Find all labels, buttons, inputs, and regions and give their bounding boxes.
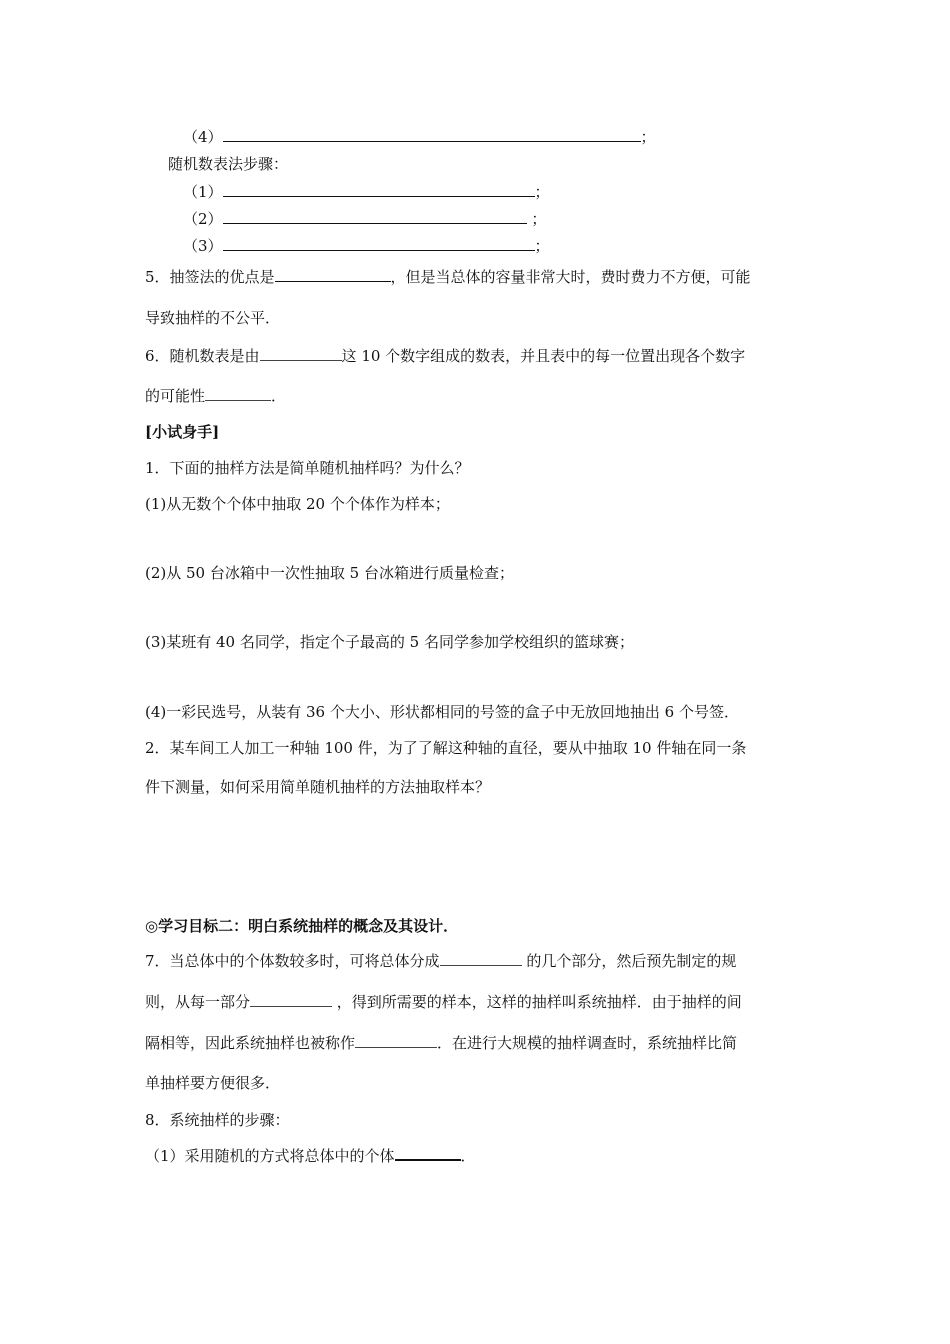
q6b-pre: 的可能性 [145,387,206,405]
try-question-2-line-2: 件下测量，如何采用简单随机抽样的方法抽取样本？ [145,778,491,796]
question-6-line-1 [145,345,745,366]
question-8-title: 8．系统抽样的步骤： [145,1111,290,1129]
q6-post: 这 10 个数字组成的数表，并且表中的每一位置出现各个数字 [341,347,746,365]
q7b-pre: 则，从每一部分 [145,993,251,1011]
rt-step-3-end: ； [534,237,550,255]
rt-step-1-blank[interactable] [223,181,535,197]
question-5-line-2: 导致抽样的不公平． [145,309,281,327]
step-4-end: ； [640,128,656,146]
rt-step-2-end: ； [531,210,547,228]
q7-blank-3[interactable] [355,1032,437,1048]
rt-step-1-end: ； [534,183,550,201]
step-4-line [183,126,656,147]
q7b-post: ，得到所需要的样本，这样的抽样叫系统抽样．由于抽样的间 [332,993,742,1011]
rt-step-1-number: （1） [183,183,223,201]
question-6-line-2 [145,385,286,406]
q5-post: ，但是当总体的容量非常大时，费时费力不方便，可能 [390,268,751,286]
try-question-1-c: (3)某班有 40 名同学，指定个子最高的 5 名同学参加学校组织的篮球赛； [145,633,634,651]
question-7-line-1 [145,950,736,971]
q7a-post: 的几个部分，然后预先制定的规 [521,952,737,970]
try-question-1-d: (4)一彩民选号，从装有 36 个大小、形状都相同的号签的盒子中无放回地抽出 6 个号签． [145,703,739,721]
question-7-line-4: 单抽样要方便很多． [145,1074,281,1092]
random-table-step-1 [183,181,550,202]
q7a-pre: 7．当总体中的个体数较多时，可将总体分成 [145,952,440,970]
random-table-title: 随机数表法步骤： [168,155,289,173]
rt-step-3-number: （3） [183,237,223,255]
rt-step-3-blank[interactable] [223,235,535,251]
section-try-title: [小试身手] [145,423,220,441]
q7c-post: ．在进行大规模的抽样调查时，系统抽样比简 [437,1034,738,1052]
q5-blank[interactable] [275,266,391,282]
rt-step-2-number: （2） [183,210,223,228]
try-question-1-a: (1)从无数个个体中抽取 20 个个体作为样本； [145,495,450,513]
try-question-2-line-1: 2．某车间工人加工一种轴 100 件，为了了解这种轴的直径，要从中抽取 10 件轴在同一条 [145,739,747,757]
q6-blank-1[interactable] [260,345,342,361]
q7-blank-2[interactable] [250,991,332,1007]
q6b-post: ． [271,387,287,405]
q7c-pre: 隔相等，因此系统抽样也被称作 [145,1034,356,1052]
try-question-1: 1．下面的抽样方法是简单随机抽样吗？为什么？ [145,459,470,477]
step-4-blank[interactable] [223,126,641,142]
question-7-line-3 [145,1032,737,1053]
rt-step-2-blank[interactable] [223,208,527,224]
q8-step-1-pre: （1）采用随机的方式将总体中的个体 [145,1147,395,1165]
question-7-line-2 [145,991,742,1012]
random-table-step-3 [183,235,550,256]
q5-pre: 5．抽签法的优点是 [145,268,275,286]
random-table-step-2 [183,208,546,229]
question-5-line-1 [145,266,751,287]
learning-goal-2: ◎学习目标二：明白系统抽样的概念及其设计． [145,917,459,935]
try-question-1-b: (2)从 50 台冰箱中一次性抽取 5 台冰箱进行质量检查； [145,564,514,582]
q6-blank-2[interactable] [205,385,271,401]
q7-blank-1[interactable] [440,950,522,966]
q8-step-1-post: ． [460,1147,476,1165]
q8-step-1-blank[interactable] [395,1144,461,1161]
q6-pre: 6．随机数表是由 [145,347,260,365]
step-4-number: （4） [183,128,223,146]
question-8-step-1 [145,1144,476,1166]
